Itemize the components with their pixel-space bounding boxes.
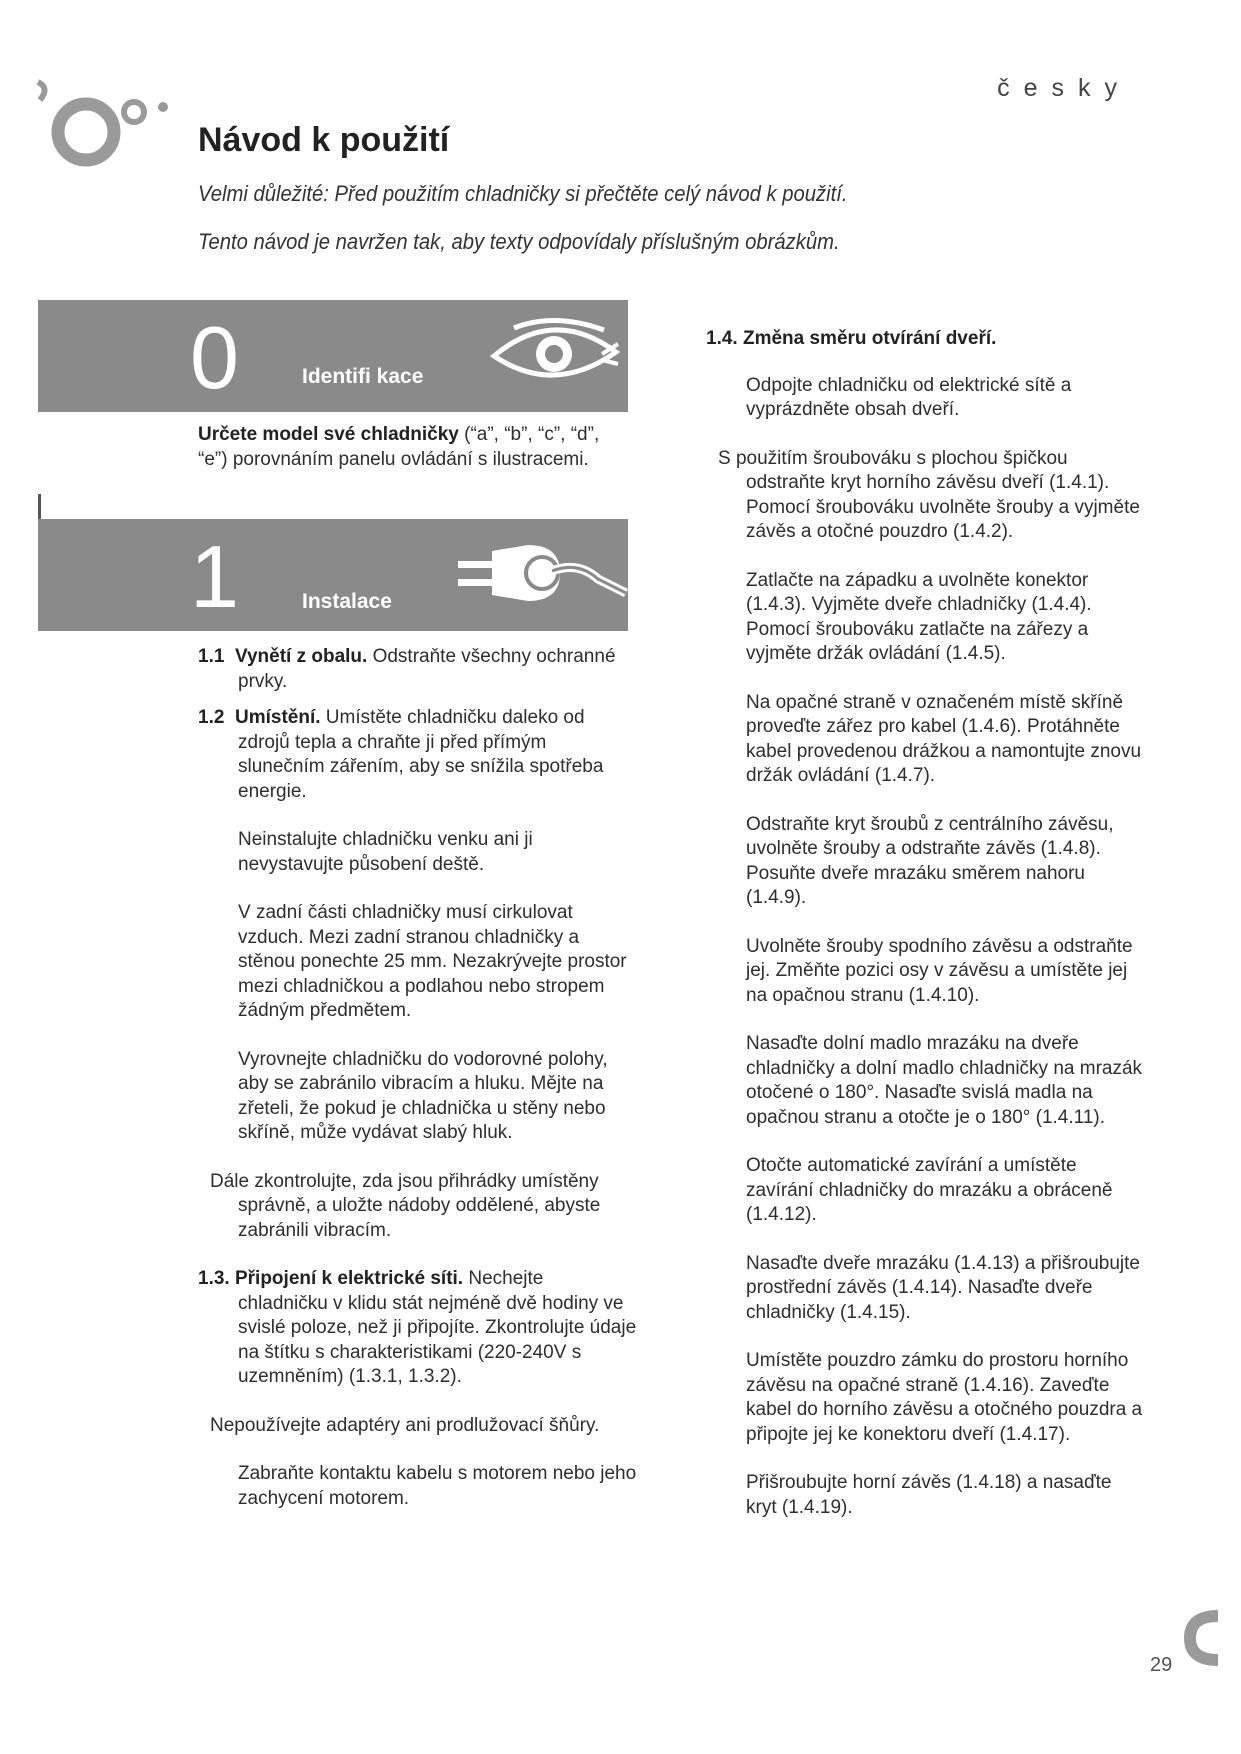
paragraph: S použitím šroubováku s plochou špičkou odstraňte kryt horního závěsu dveří (1.4.1). Pomocí šroubováku uvolněte šrouby a vyjměte závěs a otočné pouzdro (1.4.2). <box>718 447 1140 542</box>
left-column <box>198 645 638 1511</box>
intro-warning: Velmi důležité: Před použitím chladničky si přečtěte celý návod k použití. <box>198 181 848 206</box>
page-title: Návod k použití <box>198 121 450 159</box>
section-heading: 1.4. Změna směru otvírání dveří. <box>706 328 997 349</box>
intro-note: Tento návod je navržen tak, aby texty odpovídaly příslušným obrázkům. <box>198 229 840 254</box>
paragraph: Umístěte pouzdro zámku do prostoru horního závěsu na opačné straně (1.4.16). Zaveďte kabel do horního závěsu a otočného pouzdra a připojte jej ke konektoru dveří (1.4.17). <box>746 1350 1143 1445</box>
section-text: Umístěte chladničku daleko od zdrojů tepla a chraňte ji před přímým slunečním zářením, aby se snížila spotřeba energie. <box>238 707 604 802</box>
plug-icon <box>448 531 628 619</box>
model-text: (“a”, “b”, “c”, “d”, “e”) porovnáním panelu ovládání s ilustracemi. <box>198 424 600 470</box>
brand-logo <box>34 70 174 180</box>
section-num: 1.2 <box>198 707 225 728</box>
section-number: 0 <box>190 308 239 407</box>
section-label: Identifi kace <box>302 365 424 388</box>
page-number: 29 <box>1150 1654 1173 1676</box>
model-bold: Určete model své chladničky <box>198 424 459 445</box>
paragraph: Nepoužívejte adaptéry ani prodlužovací šňůry. <box>210 1414 600 1436</box>
language-label: česky <box>997 74 1131 102</box>
model-instructions <box>198 423 618 472</box>
paragraph: Vyrovnejte chladničku do vodorovné polohy, aby se zabránilo vibracím a hluku. Mějte na zřeteli, že pokud je chladnička u stěny nebo skříně, může vydávat slabý hluk. <box>238 1048 608 1143</box>
section-number: 1 <box>190 527 239 626</box>
section-num: 1.3. <box>198 1268 230 1289</box>
section-title: Vynětí z obalu. <box>234 646 368 667</box>
paragraph: Dále zkontrolujte, zda jsou přihrádky umístěny správně, a uložte nádoby oddělené, abyste zabránili vibracím. <box>210 1170 601 1241</box>
paragraph: Přišroubujte horní závěs (1.4.18) a nasaďte kryt (1.4.19). <box>746 1472 1112 1518</box>
section-banner-installation <box>38 519 628 631</box>
corner-logo-mark <box>1180 1608 1220 1668</box>
paragraph: Zatlačte na západku a uvolněte konektor (1.4.3). Vyjměte dveře chladničky (1.4.4). Pomocí šroubováku zatlačte na zářezy a vyjměte držák ovládání (1.4.5). <box>746 569 1092 664</box>
paragraph: Odpojte chladničku od elektrické sítě a vyprázdněte obsah dveří. <box>746 374 1072 420</box>
section-title: Připojení k elektrické síti. <box>234 1268 464 1289</box>
section-num: 1.1 <box>198 646 225 667</box>
section-title: Umístění. <box>234 707 321 728</box>
right-column <box>706 327 1146 1520</box>
paragraph: Neinstalujte chladničku venku ani ji nevystavujte působení deště. <box>238 829 533 875</box>
paragraph: Nasaďte dveře mrazáku (1.4.13) a přišroubujte prostřední závěs (1.4.14). Nasaďte dveře chladničky (1.4.15). <box>746 1252 1140 1323</box>
section-text: Nechejte chladničku v klidu stát nejméně dvě hodiny ve svislé poloze, než ji připojíte. Zkontrolujte údaje na štítku s charakteristikami (220-240V s uzemněním) (1.3.1, 1.3.2). <box>238 1268 637 1387</box>
paragraph: Zabraňte kontaktu kabelu s motorem nebo jeho zachycení motorem. <box>238 1463 637 1509</box>
paragraph: Nasaďte dolní madlo mrazáku na dveře chladničky a dolní madlo chladničky na mrazák otočené o 180°. Nasaďte svislá madla na opačnou stranu a otočte je o 180° (1.4.11). <box>746 1033 1143 1128</box>
eye-icon <box>484 314 624 394</box>
paragraph: Otočte automatické zavírání a umístěte zavírání chladničky do mrazáku a obráceně (1.4.12). <box>746 1155 1113 1225</box>
paragraph: Uvolněte šrouby spodního závěsu a odstraňte jej. Změňte pozici osy v závěsu a umístěte jej na opačnou stranu (1.4.10). <box>746 935 1133 1006</box>
paragraph: V zadní části chladničky musí cirkulovat vzduch. Mezi zadní stranou chladničky a stěnou ponechte 25 mm. Nezakrývejte prostor mezi chladničkou a podlahou nebo stropem žádným předmětem. <box>238 902 627 1021</box>
paragraph: Odstraňte kryt šroubů z centrálního závěsu, uvolněte šrouby a odstraňte závěs (1.4.8). Posuňte dveře mrazáku směrem nahoru (1.4.9). <box>746 813 1114 908</box>
paragraph: Na opačné straně v označeném místě skříně proveďte zářez pro kabel (1.4.6). Protáhněte kabel provedenou drážkou a namontujte znovu držák ovládání (1.4.7). <box>746 691 1142 786</box>
section-label: Instalace <box>302 590 392 613</box>
section-text: Odstraňte všechny ochranné prvky. <box>238 646 616 692</box>
section-banner-identification <box>38 300 628 412</box>
